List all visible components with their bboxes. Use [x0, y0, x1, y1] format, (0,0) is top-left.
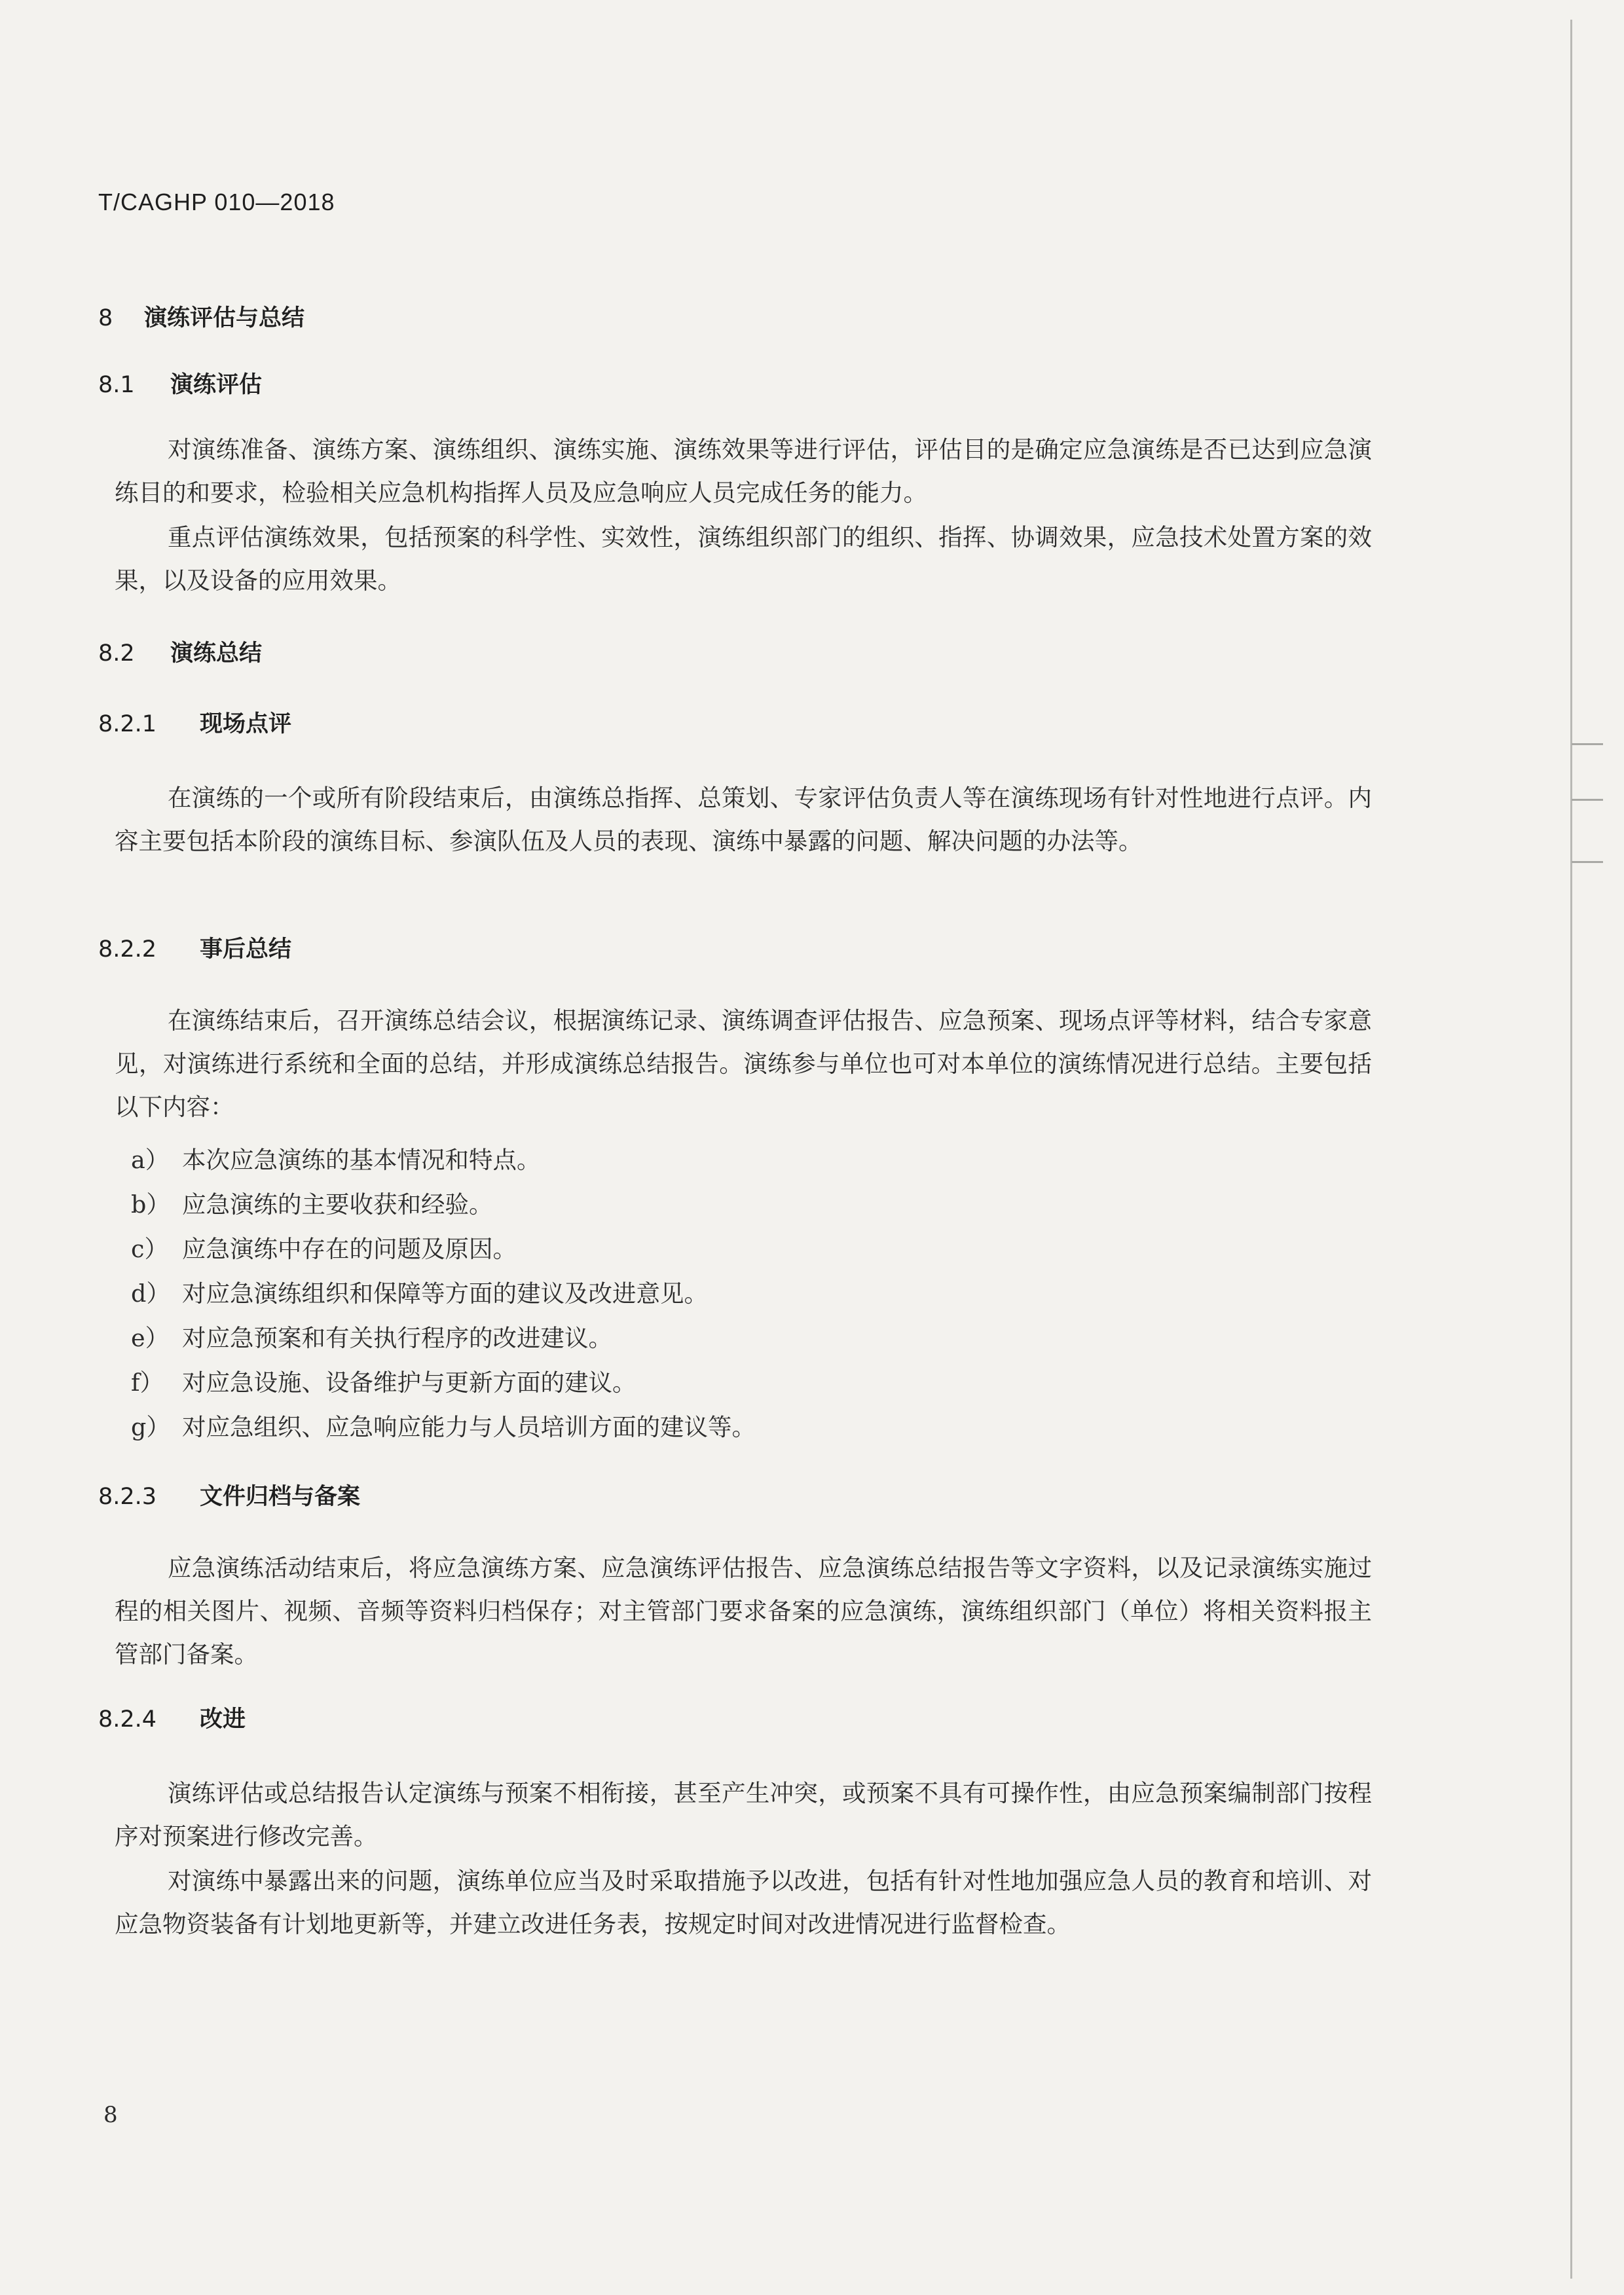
paragraph: 在演练的一个或所有阶段结束后，由演练总指挥、总策划、专家评估负责人等在演练现场有针对性地进行点评。内容主要包括本阶段的演练目标、参演队伍及人员的表现、演练中暴露的问题、解决问题的办法等。: [115, 784, 1372, 855]
section-number: 8.2.2: [98, 936, 157, 963]
section-heading: [98, 706, 291, 739]
list-item: [131, 1230, 517, 1264]
section-heading: [98, 300, 304, 333]
standard-code: T/CAGHP 010—2018: [98, 189, 335, 215]
list-marker: e）: [131, 1324, 170, 1352]
section-title: 演练评估与总结: [144, 305, 305, 331]
list-marker: b）: [131, 1190, 170, 1219]
section-title: 演练总结: [170, 640, 263, 667]
section-title: 现场点评: [200, 711, 292, 737]
section-heading: [98, 1478, 360, 1511]
list-marker: c）: [131, 1235, 168, 1263]
list-marker: d）: [131, 1279, 170, 1308]
edge-mark: [1572, 743, 1603, 745]
edge-mark: [1572, 861, 1603, 863]
list-item: [131, 1186, 493, 1220]
section-heading: [98, 931, 291, 964]
section-heading: [98, 635, 262, 668]
section-number: 8.2: [98, 640, 135, 667]
section-number: 8: [98, 305, 113, 331]
paragraph: 在演练结束后，召开演练总结会议，根据演练记录、演练调查评估报告、应急预案、现场点评等材料，结合专家意见，对演练进行系统和全面的总结，并形成演练总结报告。演练参与单位也可对本单位的演练情况进行总结。主要包括以下内容：: [115, 1006, 1372, 1121]
list-marker: a）: [131, 1146, 170, 1174]
list-text: 对应急预案和有关执行程序的改进建议。: [182, 1324, 612, 1352]
list-text: 应急演练的主要收获和经验。: [182, 1190, 493, 1219]
paragraph: 应急演练活动结束后，将应急演练方案、应急演练评估报告、应急演练总结报告等文字资料，以及记录演练实施过程的相关图片、视频、音频等资料归档保存；对主管部门要求备案的应急演练，演练组织部门（单位）将相关资料报主管部门备案。: [115, 1554, 1372, 1668]
list-item: [131, 1275, 708, 1309]
list-item: [131, 1408, 756, 1442]
paragraph: 演练评估或总结报告认定演练与预案不相衔接，甚至产生冲突，或预案不具有可操作性，由应急预案编制部门按程序对预案进行修改完善。: [115, 1779, 1372, 1850]
section-title: 事后总结: [200, 936, 292, 963]
section-title: 演练评估: [170, 372, 263, 398]
list-text: 对应急演练组织和保障等方面的建议及改进意见。: [182, 1279, 708, 1308]
page-edge-line: [1570, 20, 1572, 2279]
paragraph: 对演练准备、演练方案、演练组织、演练实施、演练效果等进行评估，评估目的是确定应急演练是否已达到应急演练目的和要求，检验相关应急机构指挥人员及应急响应人员完成任务的能力。: [115, 435, 1372, 507]
section-heading: [98, 1701, 246, 1734]
list-text: 应急演练中存在的问题及原因。: [182, 1235, 517, 1263]
section-number: 8.2.4: [98, 1706, 157, 1733]
list-text: 对应急组织、应急响应能力与人员培训方面的建议等。: [182, 1413, 756, 1441]
list-item: [131, 1141, 541, 1175]
section-number: 8.1: [98, 372, 135, 398]
section-number: 8.2.3: [98, 1484, 157, 1510]
list-item: [131, 1364, 637, 1398]
edge-mark: [1572, 799, 1603, 801]
section-number: 8.2.1: [98, 711, 157, 737]
list-text: 本次应急演练的基本情况和特点。: [182, 1146, 541, 1174]
section-title: 文件归档与备案: [200, 1484, 361, 1510]
list-marker: g）: [131, 1413, 170, 1441]
paragraph: 对演练中暴露出来的问题，演练单位应当及时采取措施予以改进，包括有针对性地加强应急人员的教育和培训、对应急物资装备有计划地更新等，并建立改进任务表，按规定时间对改进情况进行监督检查。: [115, 1867, 1372, 1938]
list-marker: f）: [131, 1368, 164, 1397]
list-item: [131, 1319, 612, 1353]
section-title: 改进: [200, 1706, 246, 1733]
section-heading: [98, 367, 262, 399]
paragraph: 重点评估演练效果，包括预案的科学性、实效性，演练组织部门的组织、指挥、协调效果，应急技术处置方案的效果，以及设备的应用效果。: [115, 523, 1372, 595]
list-text: 对应急设施、设备维护与更新方面的建议。: [182, 1368, 637, 1397]
page-number: 8: [103, 2102, 118, 2128]
